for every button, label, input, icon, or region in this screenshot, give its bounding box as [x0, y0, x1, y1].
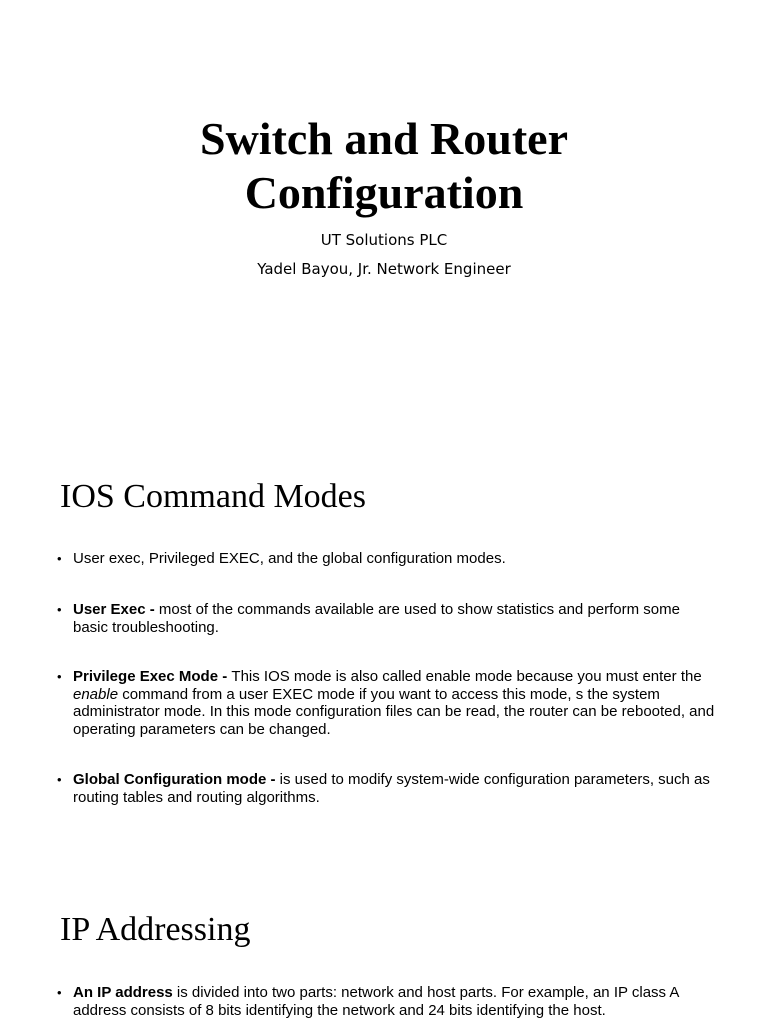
- bullet-text-b: command from a user EXEC mode if you want to access this mode, s the system administrator mode. In this mode configuration files can be read, the router can be rebooted, and operating parameters can be changed.: [73, 685, 715, 738]
- section-heading-ios-command-modes: IOS Command Modes: [60, 478, 366, 515]
- bullet-icon: •: [57, 669, 62, 684]
- bullet-icon: •: [57, 985, 62, 1000]
- subtitle-company: UT Solutions PLC: [320, 231, 448, 249]
- bullet-icon: •: [57, 602, 62, 617]
- bullet-item-global-config: [57, 771, 717, 806]
- bullet-term: Privilege Exec Mode -: [73, 668, 232, 685]
- section-heading-ip-addressing: IP Addressing: [60, 911, 251, 948]
- bullet-emphasis: enable: [73, 685, 119, 703]
- title-line-2: Configuration: [244, 167, 524, 218]
- bullet-icon: •: [57, 772, 62, 787]
- bullet-icon: •: [57, 551, 62, 566]
- subtitle-author: Yadel Bayou, Jr. Network Engineer: [257, 260, 511, 278]
- bullet-item-modes-overview: [57, 550, 717, 568]
- bullet-text: is divided into two parts: network and host parts. For example, an IP class A address consists of 8 bits identifying the network and 24 bits identifying the host.: [73, 984, 679, 1019]
- bullet-term: Global Configuration mode -: [73, 771, 280, 788]
- bullet-text: User exec, Privileged EXEC, and the global configuration modes.: [73, 550, 506, 567]
- bullet-item-user-exec: [57, 601, 717, 636]
- bullet-text: most of the commands available are used to show statistics and perform some basic troubleshooting.: [73, 601, 680, 636]
- bullet-term: User Exec -: [73, 601, 159, 618]
- title-line-1: Switch and Router: [199, 113, 569, 164]
- bullet-term: An IP address: [73, 984, 173, 1001]
- bullet-text-a: This IOS mode is also called enable mode because you must enter the: [231, 668, 702, 685]
- slide-title: [0, 112, 768, 220]
- bullet-item-ip-address: [57, 984, 717, 1019]
- bullet-text: is used to modify system-wide configuration parameters, such as routing tables and routing algorithms.: [73, 771, 710, 806]
- bullet-item-privilege-exec: [57, 668, 717, 738]
